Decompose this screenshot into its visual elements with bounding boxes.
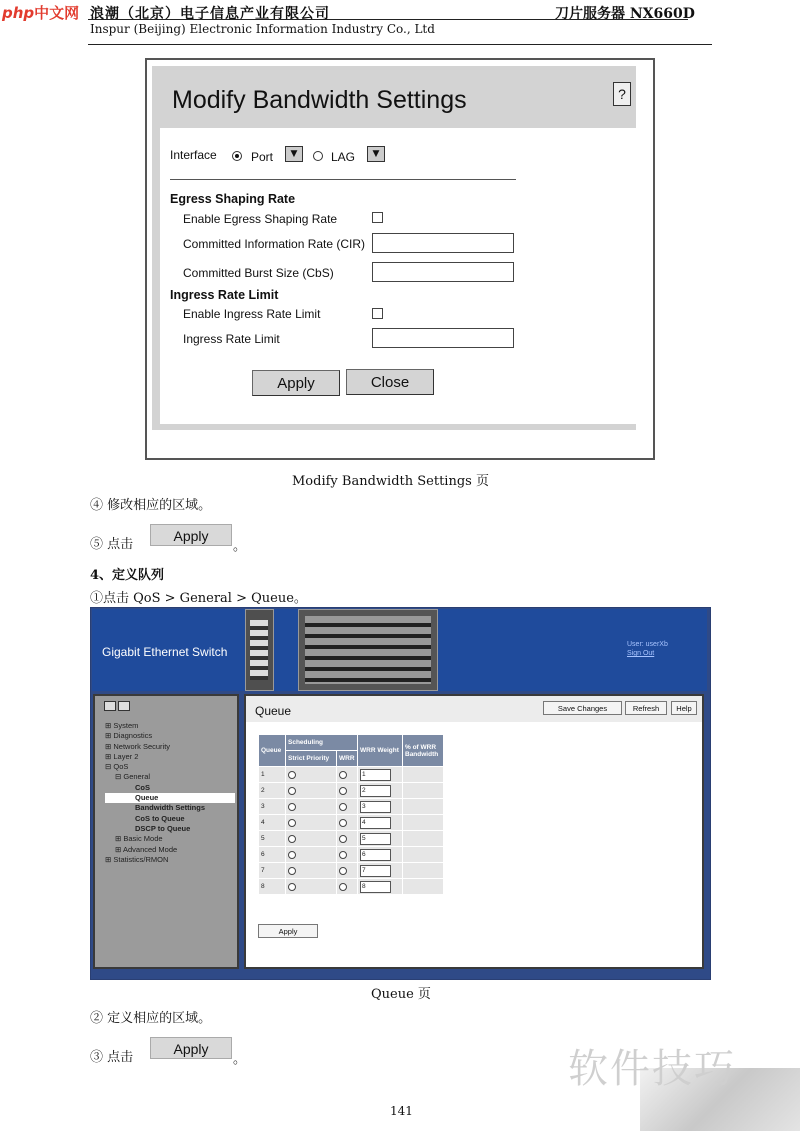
wrr-cell — [337, 831, 358, 847]
strict-priority-radio[interactable] — [288, 803, 296, 811]
wrr-radio[interactable] — [339, 867, 347, 875]
queue-apply-button[interactable]: Apply — [258, 924, 318, 938]
col-scheduling: Scheduling — [286, 735, 358, 751]
user-name: User: userXb — [627, 641, 668, 648]
egress-section-header: Egress Shaping Rate — [170, 192, 296, 206]
tree-item-cos-to-queue[interactable]: CoS to Queue — [135, 813, 185, 823]
header-product: 刀片服务器 NX660D — [555, 6, 695, 22]
interface-label: Interface — [170, 148, 217, 162]
queue-number: 2 — [259, 783, 286, 799]
wrr-weight-input[interactable]: 2 — [360, 785, 391, 797]
divider — [170, 179, 516, 180]
port-dropdown-arrow-icon[interactable]: ▼ — [285, 146, 303, 162]
wrr-weight-cell — [358, 767, 403, 783]
wrr-radio[interactable] — [339, 835, 347, 843]
strict-priority-radio[interactable] — [288, 819, 296, 827]
strict-priority-radio[interactable] — [288, 835, 296, 843]
strict-priority-cell — [286, 767, 337, 783]
enable-ingress-checkbox[interactable] — [372, 308, 383, 319]
wrr-radio[interactable] — [339, 803, 347, 811]
queue-number: 8 — [259, 879, 286, 895]
tree-item-network-security[interactable]: ⊞ Network Security — [105, 741, 171, 751]
wrr-weight-cell — [358, 879, 403, 895]
wrr-radio[interactable] — [339, 787, 347, 795]
step-4: ④ 修改相应的区域。 — [90, 498, 212, 513]
header-company-cn: 浪潮（北京）电子信息产业有限公司 — [90, 6, 330, 22]
strict-priority-radio[interactable] — [288, 787, 296, 795]
logo-php: php — [2, 4, 35, 22]
wrr-weight-cell — [358, 863, 403, 879]
col-wrr-pct: % of WRR Bandwidth — [403, 735, 444, 767]
strict-priority-cell — [286, 831, 337, 847]
wrr-radio[interactable] — [339, 883, 347, 891]
header-divider — [88, 44, 712, 45]
dialog-title: Modify Bandwidth Settings — [172, 86, 467, 114]
strict-priority-cell — [286, 783, 337, 799]
section-4-heading: 4、定义队列 — [90, 568, 165, 583]
queue-number: 3 — [259, 799, 286, 815]
help-button-queue[interactable]: Help — [671, 701, 697, 715]
cbs-label: Committed Burst Size (CbS) — [183, 266, 334, 280]
strict-priority-cell — [286, 799, 337, 815]
step-2: ② 定义相应的区域。 — [90, 1011, 212, 1026]
wrr-radio[interactable] — [339, 819, 347, 827]
tree-item-basic-mode[interactable]: ⊞ Basic Mode — [115, 834, 163, 844]
wrr-weight-input[interactable]: 5 — [360, 833, 391, 845]
inline-apply-button: Apply — [150, 524, 232, 546]
queue-number: 7 — [259, 863, 286, 879]
header-divider-top — [88, 19, 688, 20]
collapse-all-icon[interactable] — [118, 701, 130, 711]
lag-label: LAG — [331, 150, 356, 164]
strict-priority-cell — [286, 847, 337, 863]
table-row — [259, 831, 444, 847]
logo-cn: 中文网 — [34, 4, 80, 22]
wrr-weight-cell — [358, 831, 403, 847]
ingress-limit-label: Ingress Rate Limit — [183, 332, 280, 346]
wrr-pct-cell — [403, 863, 444, 879]
cir-label: Committed Information Rate (CIR) — [183, 237, 366, 251]
strict-priority-cell — [286, 863, 337, 879]
table-row — [259, 783, 444, 799]
ingress-limit-input[interactable] — [372, 328, 514, 348]
wrr-weight-cell — [358, 799, 403, 815]
col-wrr: WRR — [337, 751, 358, 767]
enable-ingress-label: Enable Ingress Rate Limit — [183, 307, 321, 321]
wrr-weight-input[interactable]: 8 — [360, 881, 391, 893]
wrr-weight-input[interactable]: 4 — [360, 817, 391, 829]
col-wrr-weight: WRR Weight — [358, 735, 403, 767]
ingress-section-header: Ingress Rate Limit — [170, 288, 279, 302]
port-radio[interactable] — [232, 151, 242, 161]
step-3: ③ 点击 — [90, 1050, 134, 1065]
strict-priority-cell — [286, 815, 337, 831]
table-row — [259, 863, 444, 879]
strict-priority-cell — [286, 879, 337, 895]
cir-input[interactable] — [372, 233, 514, 253]
wrr-radio[interactable] — [339, 851, 347, 859]
wrr-cell — [337, 815, 358, 831]
tree-item-queue[interactable]: Queue — [105, 793, 235, 803]
wrr-cell — [337, 767, 358, 783]
site-logo — [2, 2, 79, 23]
watermark: 软件技巧 — [568, 1046, 736, 1092]
strict-priority-radio[interactable] — [288, 867, 296, 875]
wrr-cell — [337, 799, 358, 815]
wrr-weight-cell — [358, 815, 403, 831]
refresh-button[interactable]: Refresh — [625, 701, 667, 715]
tree-item-dscp-to-queue[interactable]: DSCP to Queue — [135, 823, 191, 833]
queue-page-title: Queue — [255, 704, 292, 718]
wrr-pct-cell — [403, 831, 444, 847]
enable-egress-checkbox[interactable] — [372, 212, 383, 223]
strict-priority-radio[interactable] — [288, 883, 296, 891]
tree-item-statistics[interactable]: ⊞ Statistics/RMON — [105, 854, 169, 864]
col-strict-priority: Strict Priority — [286, 751, 337, 767]
tree-item-general[interactable]: ⊟ General — [115, 772, 151, 782]
wrr-pct-cell — [403, 783, 444, 799]
apply-button[interactable]: Apply — [252, 370, 340, 396]
wrr-cell — [337, 879, 358, 895]
user-info — [627, 640, 668, 658]
table-row — [259, 799, 444, 815]
col-queue: Queue — [259, 735, 286, 767]
wrr-pct-cell — [403, 799, 444, 815]
page-number: 141 — [390, 1104, 413, 1118]
table-row — [259, 815, 444, 831]
table-row — [259, 847, 444, 863]
caption-queue: Queue 页 — [371, 987, 431, 1002]
wrr-radio[interactable] — [339, 771, 347, 779]
period-2: 。 — [233, 1052, 247, 1067]
wrr-weight-input[interactable]: 7 — [360, 865, 391, 877]
wrr-weight-input[interactable]: 6 — [360, 849, 391, 861]
app-title: Gigabit Ethernet Switch — [102, 645, 228, 659]
enable-egress-label: Enable Egress Shaping Rate — [183, 212, 338, 226]
wrr-weight-input[interactable]: 3 — [360, 801, 391, 813]
step-5: ⑤ 点击 — [90, 537, 134, 552]
period: 。 — [233, 539, 247, 554]
inline-apply-button-2: Apply — [150, 1037, 232, 1059]
queue-number: 5 — [259, 831, 286, 847]
tree-item-diagnostics[interactable]: ⊞ Diagnostics — [105, 731, 153, 741]
sign-out-link[interactable]: Sign Out — [627, 650, 655, 657]
queue-number: 4 — [259, 815, 286, 831]
wrr-pct-cell — [403, 815, 444, 831]
close-button[interactable]: Close — [346, 369, 434, 395]
wrr-pct-cell — [403, 767, 444, 783]
strict-priority-radio[interactable] — [288, 771, 296, 779]
queue-number: 6 — [259, 847, 286, 863]
chassis-image-icon — [298, 609, 438, 691]
wrr-pct-cell — [403, 847, 444, 863]
tree-item-layer2[interactable]: ⊞ Layer 2 — [105, 751, 139, 761]
switch-image-icon — [245, 609, 274, 691]
expand-all-icon[interactable] — [104, 701, 116, 711]
table-row — [259, 879, 444, 895]
strict-priority-radio[interactable] — [288, 851, 296, 859]
wrr-cell — [337, 783, 358, 799]
help-button[interactable]: ? — [613, 82, 631, 106]
cbs-input[interactable] — [372, 262, 514, 282]
wrr-weight-cell — [358, 847, 403, 863]
header-company-en: Inspur (Beijing) Electronic Information Industry Co., Ltd — [90, 22, 435, 36]
port-label: Port — [251, 150, 274, 164]
tree-item-cos[interactable]: CoS — [135, 782, 150, 792]
tree-item-qos[interactable]: ⊟ QoS — [105, 762, 129, 772]
wrr-weight-input[interactable]: 1 — [360, 769, 391, 781]
wrr-cell — [337, 863, 358, 879]
caption-modify-bandwidth: Modify Bandwidth Settings 页 — [292, 474, 489, 489]
queue-table — [258, 734, 444, 895]
lag-radio[interactable] — [313, 151, 323, 161]
nav-tree — [105, 721, 235, 865]
wrr-pct-cell — [403, 879, 444, 895]
tree-item-bandwidth[interactable]: Bandwidth Settings — [135, 803, 205, 813]
queue-number: 1 — [259, 767, 286, 783]
tree-item-advanced-mode[interactable]: ⊞ Advanced Mode — [115, 844, 178, 854]
save-changes-button[interactable]: Save Changes — [543, 701, 622, 715]
lag-dropdown-arrow-icon[interactable]: ▼ — [367, 146, 385, 162]
table-row — [259, 767, 444, 783]
tree-item-system[interactable]: ⊞ System — [105, 721, 139, 730]
step-1: ①点击 QoS > General > Queue。 — [90, 591, 307, 606]
wrr-cell — [337, 847, 358, 863]
wrr-weight-cell — [358, 783, 403, 799]
